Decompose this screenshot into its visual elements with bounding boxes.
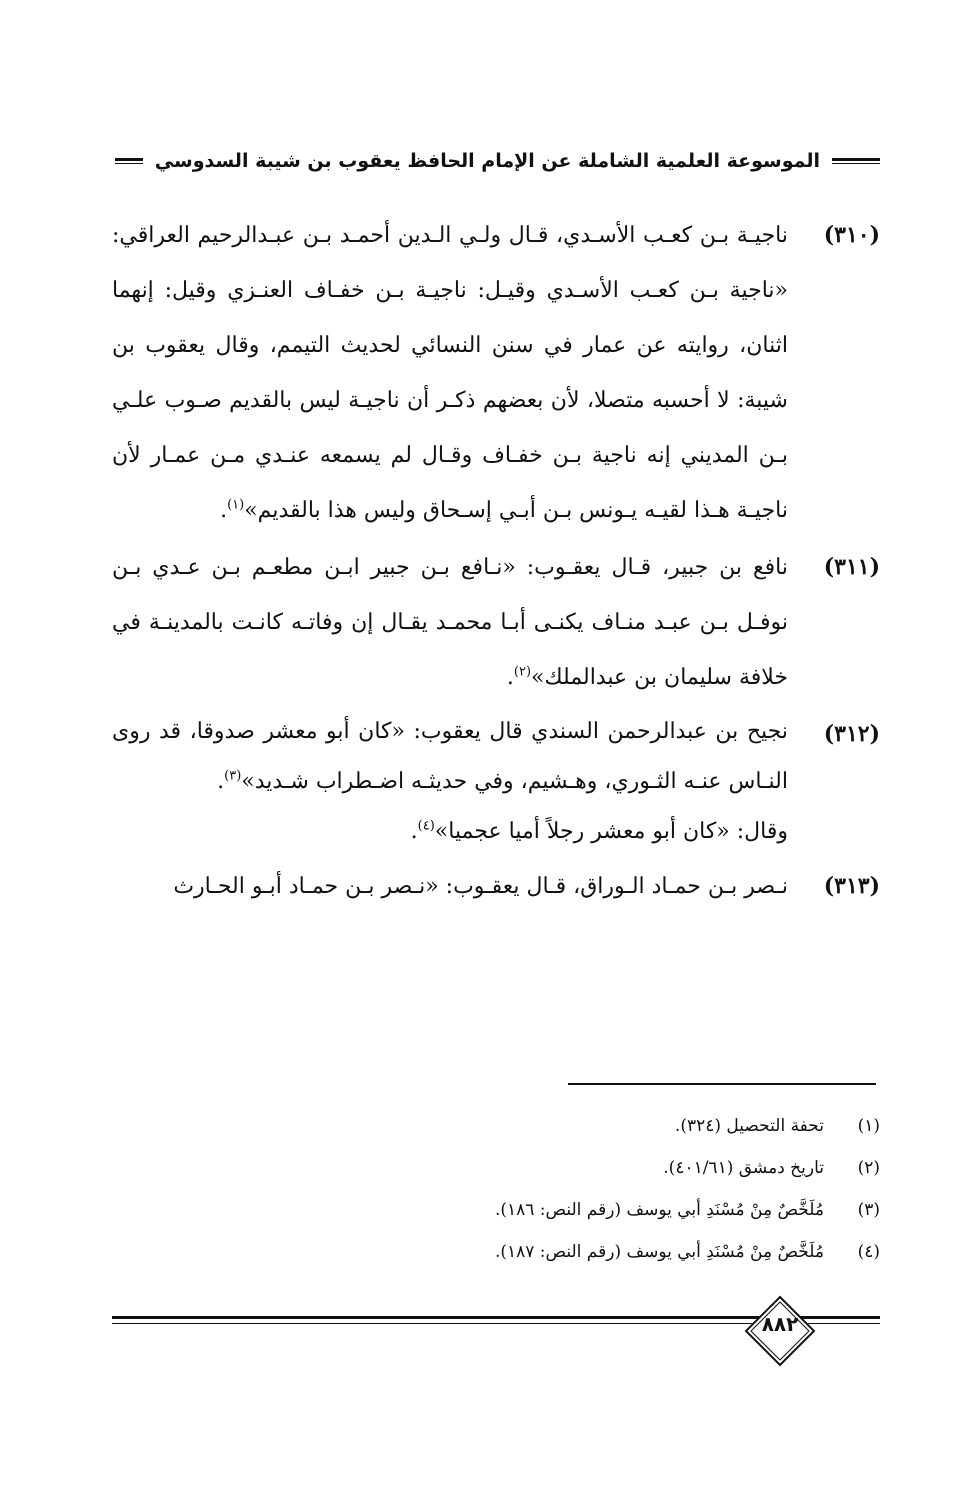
header-title: الموسوعة العلمية الشاملة عن الإمام الحافظ يعقوب بن شيبة السدوسي: [154, 150, 820, 172]
page-number: ٨٨٢: [761, 1312, 799, 1336]
entry-end: .: [220, 498, 228, 523]
entry-number: (٣١١): [823, 554, 880, 580]
entry-312: [112, 707, 880, 857]
entry-text: [112, 707, 788, 857]
footnote-ref[interactable]: (٣): [224, 768, 242, 784]
footnote-ref[interactable]: (٤): [417, 818, 435, 834]
entry-313: [112, 859, 880, 914]
entry-text: [112, 208, 788, 538]
entry-body-continued: وقال: «كان أبو معشر رجلاً أميا عجميا»: [434, 819, 788, 844]
footnote-separator: [568, 1083, 876, 1085]
footnote-number: (٣): [857, 1200, 880, 1220]
entry-end: .: [410, 819, 418, 844]
entry-text: [112, 859, 788, 914]
entry-end: .: [506, 665, 514, 690]
footnote-number: (٢): [857, 1158, 880, 1178]
header-rule-left: [115, 158, 143, 164]
entry-body: نافع بن جبير، قـال يعقـوب: «نـافع بـن جبير ابـن مطعـم بـن عـدي بـن نوفـل بـن عبـد منـاف يكنـى أبـا محمـد يقـال إن وفاتـه كانـت بالمدينـة في خلافة سليمان بن عبدالملك»: [112, 555, 788, 690]
entry-310: [112, 208, 880, 538]
entry-body: ناجيـة بـن كعـب الأسـدي، قـال ولـي الـدين أحمـد بـن عبـدالرحيم العراقي: «ناجية بـن كعـب الأسـدي وقيـل: ناجيـة بـن خفـاف العنـزي وقيل: إنهما اثنان، روايته عن عمار في سنن النسائي لحديث التيمم، وقال يعقوب بن شيبة: لا أحسبه متصلا، لأن بعضهم ذكـر أن ناجيـة ليس بالقديم صـوب علـي بـن المديني إنه ناجية بـن خفـاف وقـال لم يسمعه عنـدي مـن عمـار لأن ناجيـة هـذا لقيـه يـونس بـن أبـي إسـحاق وليس هذا بالقديم»: [112, 223, 788, 523]
footnote-number: (١): [857, 1116, 880, 1136]
entry-number: (٣١٣): [823, 873, 880, 899]
entry-end: .: [217, 769, 225, 794]
footnote-text: تحفة التحصيل (٣٢٤).: [674, 1116, 824, 1136]
entry-311: [112, 540, 880, 705]
footnote-number: (٤): [857, 1242, 880, 1262]
entry-body: نجيح بن عبدالرحمن السندي قال يعقوب: «كان أبو معشر صدوقا، قد روى النـاس عنـه الثـوري، وهـشيم، وفي حديثـه اضـطراب شـديد»: [112, 719, 788, 794]
footnote-text: مُلَخَّصٌ مِنْ مُسْنَدِ أبي يوسف (رقم النص: ١٨٧).: [494, 1242, 824, 1262]
footnote-ref[interactable]: (١): [227, 497, 245, 513]
entry-body: نـصر بـن حمـاد الـوراق، قـال يعقـوب: «نـصر بـن حمـاد أبـو الحـارث: [173, 874, 788, 899]
entry-number: (٣١٠): [823, 222, 880, 248]
footnote: [300, 1105, 880, 1147]
footnote: [300, 1231, 880, 1273]
header-rule-right: [832, 158, 880, 164]
footnote: [300, 1147, 880, 1189]
footnote-text: مُلَخَّصٌ مِنْ مُسْنَدِ أبي يوسف (رقم النص: ١٨٦).: [494, 1200, 824, 1220]
footnote-text: تاريخ دمشق (٤٠١/٦١).: [663, 1158, 824, 1178]
footnote-ref[interactable]: (٢): [513, 664, 532, 680]
running-header: [115, 146, 880, 176]
entries-list: [112, 208, 880, 916]
footnote: [300, 1189, 880, 1231]
entry-text: [112, 540, 788, 705]
entry-number: (٣١٢): [823, 721, 880, 747]
footnotes: [300, 1105, 880, 1273]
